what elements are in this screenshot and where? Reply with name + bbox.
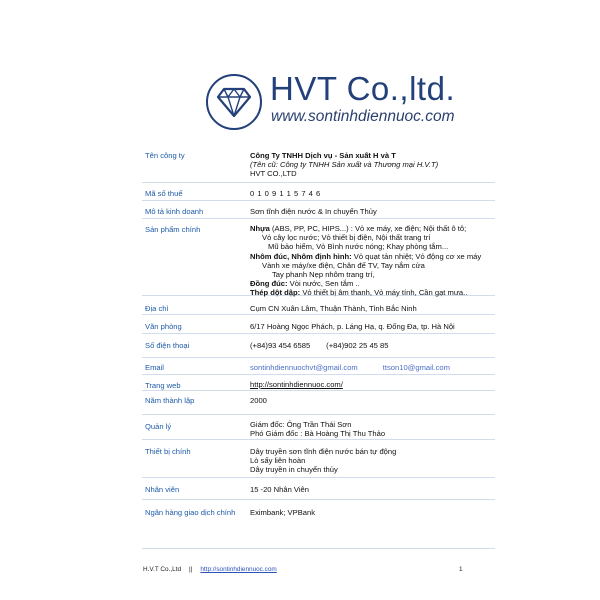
company-name: HVT Co.,ltd. [270,70,456,107]
row-email [142,358,495,375]
value-bank: Eximbank; VPBank [250,508,315,517]
email-link-2[interactable]: ttson10@gmail.com [382,363,450,372]
phone-2: (+84)902 25 45 85 [326,341,389,350]
row-employees [142,478,495,500]
value-founded: 2000 [250,396,267,405]
row-business-desc [142,201,495,219]
diamond-icon [217,87,251,117]
footer [143,566,277,573]
page-number: 1 [459,566,463,573]
value-office: 6/17 Hoàng Ngọc Phách, p. Láng Hạ, q. Đống Đa, tp. Hà Nội [250,322,455,331]
label-business-desc: Mô tả kinh doanh [145,207,204,216]
label-phone: Số điện thoại [145,341,190,350]
footer-separator: || [189,566,193,573]
label-address: Địa chỉ [145,304,169,313]
value-employees: 15 -20 Nhân Viên [250,485,309,494]
label-tax-code: Mã số thuế [145,189,183,198]
label-management: Quản lý [145,422,172,431]
label-company-name: Tên công ty [145,151,185,160]
value-equipment: Dây truyền sơn tĩnh điện nước bán tự động Lò sấy liên hoàn Dây truyền in chuyển thủy [250,447,397,475]
row-founded [142,391,495,415]
footer-divider [142,548,495,549]
row-office [142,315,495,334]
value-email [250,363,450,372]
company-logo [206,74,262,130]
email-link-1[interactable]: sontinhdiennuochvt@gmail.com [250,363,358,372]
value-management: Giám đốc: Ông Trần Thái Sơn Phó Giám đốc : Bà Hoàng Thị Thu Thảo [250,420,386,439]
row-company-name [142,148,495,183]
value-phone [250,341,388,350]
row-equipment [142,440,495,478]
company-website: www.sontinhdiennuoc.com [271,108,455,125]
value-company-name: Công Ty TNHH Dịch vụ - Sản xuất H và T (Tên cũ: Công ty TNHH Sản xuất và Thương mại H.V.T) HVT CO.,LTD [250,151,439,179]
phone-1: (+84)93 454 6585 [250,341,311,350]
value-business-desc: Sơn tĩnh điện nước & In chuyển Thủy [250,207,377,216]
label-main-products: Sản phẩm chính [145,225,201,234]
label-office: Văn phòng [145,322,182,331]
label-website: Trang web [145,381,181,390]
value-tax-code: 0 1 0 9 1 1 5 7 4 6 [250,189,321,198]
row-main-products [142,219,495,296]
label-founded: Năm thành lập [145,396,195,405]
label-equipment: Thiết bị chính [145,447,191,456]
row-address [142,296,495,315]
footer-company: H.V.T Co.,Ltd [143,566,182,573]
label-bank: Ngân hàng giao dịch chính [145,508,236,517]
row-website [142,375,495,391]
company-info-table [142,148,495,523]
value-address: Cụm CN Xuân Lâm, Thuận Thành, Tỉnh Bắc Ninh [250,304,417,313]
row-management [142,415,495,440]
row-phone [142,334,495,358]
website-link[interactable]: http://sontinhdiennuoc.com/ [250,380,343,389]
label-employees: Nhân viên [145,485,180,494]
footer-link[interactable]: http://sontinhdiennuoc.com [200,566,277,573]
value-main-products: Nhựa (ABS, PP, PC, HIPS...) : Vỏ xe máy, xe điện; Nội thất ô tô; Vỏ cây lọc nước; Vỏ thiết bị điện, Nội thất trang trí Mũ bảo hiểm, Vỏ Bình nước nóng; Khay phòng tắm... Nhôm đúc, Nhôm định hình: Vỏ quạt tản nhiệt; Vỏ động cơ xe máy Vành xe máy/xe điện, Chân đế TV, Tay nắm cửa Tay phanh Nẹp nhôm trang trí, Đồng đúc: Vòi nước, Sen tắm .. Thép dột dập: Vỏ thiết bị âm thanh, Vỏ máy tính, Cần gạt mưa.. [250,224,482,298]
row-tax-code [142,183,495,201]
row-bank [142,500,495,523]
label-email: Email [145,363,164,372]
